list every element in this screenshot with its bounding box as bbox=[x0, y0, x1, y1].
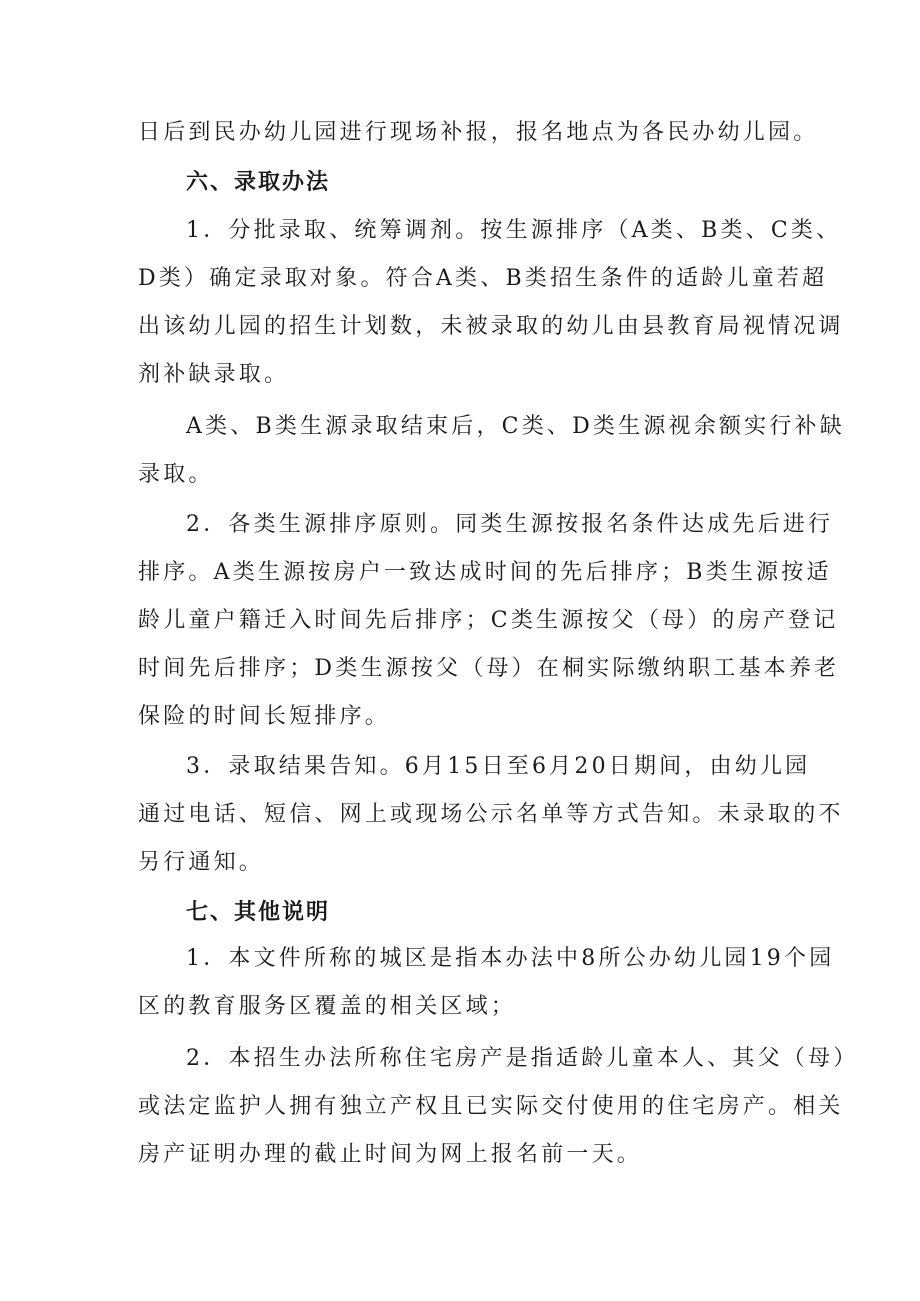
paragraph-line: A类、B类生源录取结束后，C类、D类生源视余额实行补缺 bbox=[186, 414, 845, 439]
paragraph-line: 2．各类生源排序原则。同类生源按报名条件达成先后进行 bbox=[186, 512, 834, 537]
paragraph-line: 剂补缺录取。 bbox=[138, 362, 290, 387]
paragraph-line: 通过电话、短信、网上或现场公示名单等方式告知。未录取的不 bbox=[138, 802, 844, 827]
paragraph-line: 1．本文件所称的城区是指本办法中8所公办幼儿园19个园 bbox=[186, 946, 835, 971]
paragraph-line: 龄儿童户籍迁入时间先后排序；C类生源按父（母）的房产登记 bbox=[138, 608, 839, 633]
paragraph-line: 日后到民办幼儿园进行现场补报，报名地点为各民办幼儿园。 bbox=[138, 120, 819, 145]
paragraph-line: 1．分批录取、统筹调剂。按生源排序（A类、B类、C类、 bbox=[186, 218, 842, 243]
paragraph-line: 房产证明办理的截止时间为网上报名前一天。 bbox=[138, 1142, 643, 1167]
paragraph-line: 3．录取结果告知。6月15日至6月20日期间，由幼儿园 bbox=[186, 754, 811, 779]
paragraph-line: 录取。 bbox=[138, 462, 214, 487]
paragraph-line: 排序。A类生源按房户一致达成时间的先后排序；B类生源按适 bbox=[138, 560, 832, 585]
paragraph-line: 区的教育服务区覆盖的相关区域； bbox=[138, 994, 517, 1019]
paragraph-line: D类）确定录取对象。符合A类、B类招生条件的适龄儿童若超 bbox=[138, 266, 828, 291]
section-heading-admission: 六、录取办法 bbox=[186, 170, 331, 195]
paragraph-line: 时间先后排序；D类生源按父（母）在桐实际缴纳职工基本养老 bbox=[138, 656, 840, 681]
section-heading-other: 七、其他说明 bbox=[186, 900, 331, 925]
paragraph-line: 保险的时间长短排序。 bbox=[138, 704, 391, 729]
paragraph-line: 2．本招生办法所称住宅房产是指适龄儿童本人、其父（母） bbox=[186, 1046, 859, 1071]
paragraph-line: 或法定监护人拥有独立产权且已实际交付使用的住宅房产。相关 bbox=[138, 1094, 844, 1119]
paragraph-line: 另行通知。 bbox=[138, 850, 265, 875]
paragraph-line: 出该幼儿园的招生计划数，未被录取的幼儿由县教育局视情况调 bbox=[138, 314, 844, 339]
